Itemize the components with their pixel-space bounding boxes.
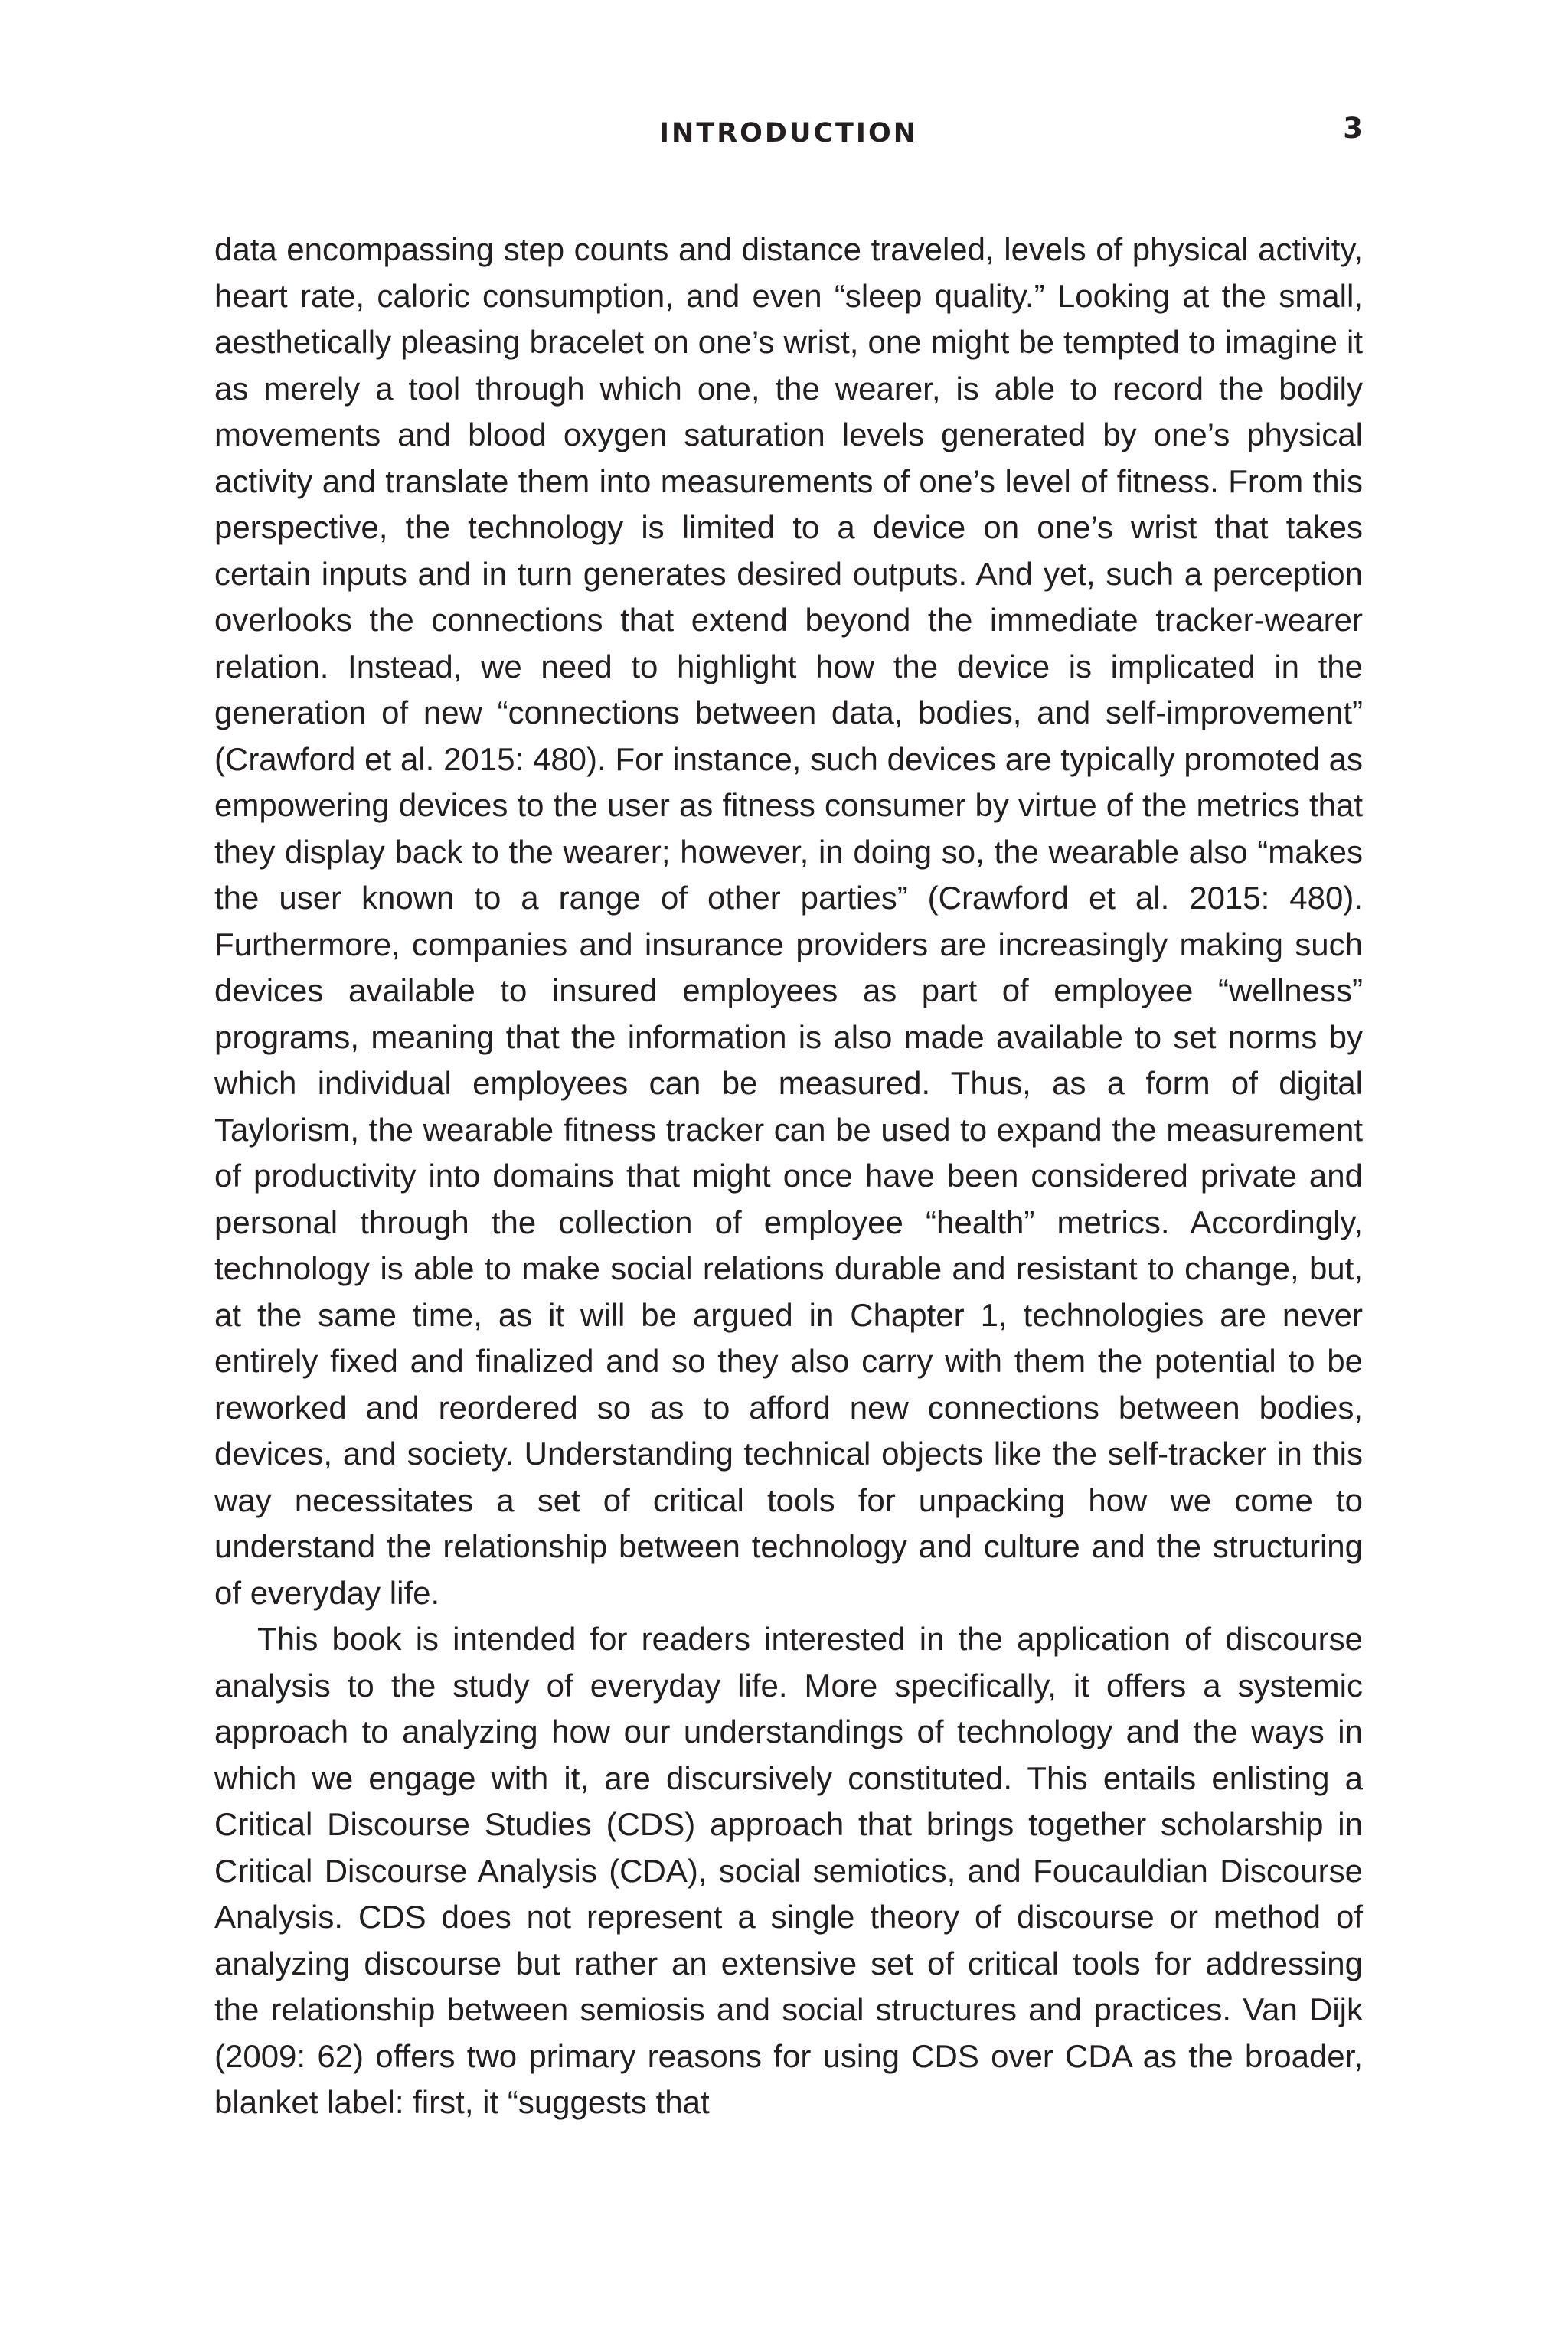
body-text — [214, 227, 1363, 2126]
paragraph-1: data encompassing step counts and distance traveled, levels of physical activity, heart rate, caloric consumption, and even “sleep quality.” Looking at the small, aesthetically pleasing bracelet on one’s wrist, one might be tempted to imagine it as merely a tool through which one, the wearer, is able to record the bodily movements and blood oxygen saturation levels generated by one’s physical activity and translate them into measurements of one’s level of fitness. From this perspective, the technology is limited to a device on one’s wrist that takes certain inputs and in turn generates desired outputs. And yet, such a perception overlooks the connections that extend beyond the immediate tracker-wearer relation. Instead, we need to highlight how the device is implicated in the generation of new “connections between data, bodies, and self-improvement” (Crawford et al. 2015: 480). For instance, such devices are typically promoted as empowering devices to the user as fitness consumer by virtue of the metrics that they display back to the wearer; however, in doing so, the wearable also “makes the user known to a range of other parties” (Crawford et al. 2015: 480). Furthermore, companies and insurance providers are increasingly making such devices available to insured employees as part of employee “wellness” programs, meaning that the information is also made available to set norms by which individual employees can be measured. Thus, as a form of digital Taylorism, the wearable fitness tracker can be used to expand the measurement of productivity into domains that might once have been considered private and personal through the collection of employee “health” metrics. Accordingly, technology is able to make social relations durable and resistant to change, but, at the same time, as it will be argued in Chapter 1, technologies are never entirely fixed and finalized and so they also carry with them the potential to be reworked and reordered so as to afford new connections between bodies, devices, and society. Understanding technical objects like the self-tracker in this way necessitates a set of critical tools for unpacking how we come to understand the relationship between technology and culture and the structuring of everyday life. — [214, 231, 1363, 1611]
page-number: 3 — [1343, 112, 1363, 145]
running-title: INTRODUCTION — [659, 118, 918, 149]
paragraph-2: This book is intended for readers interested in the application of discourse analysis to the study of everyday life. More specifically, it offers a systemic approach to analyzing how our understandings of technology and the ways in which we engage with it, are discursively constituted. This entails enlisting a Critical Discourse Studies (CDS) approach that brings together scholarship in Critical Discourse Analysis (CDA), social semiotics, and Foucauldian Discourse Analysis. CDS does not represent a single theory of discourse or method of analyzing discourse but rather an extensive set of critical tools for addressing the relationship between semiosis and social structures and practices. Van Dijk (2009: 62) offers two primary reasons for using CDS over CDA as the broader, blanket label: first, it “suggests that — [214, 1621, 1363, 2120]
running-head — [214, 113, 1363, 153]
